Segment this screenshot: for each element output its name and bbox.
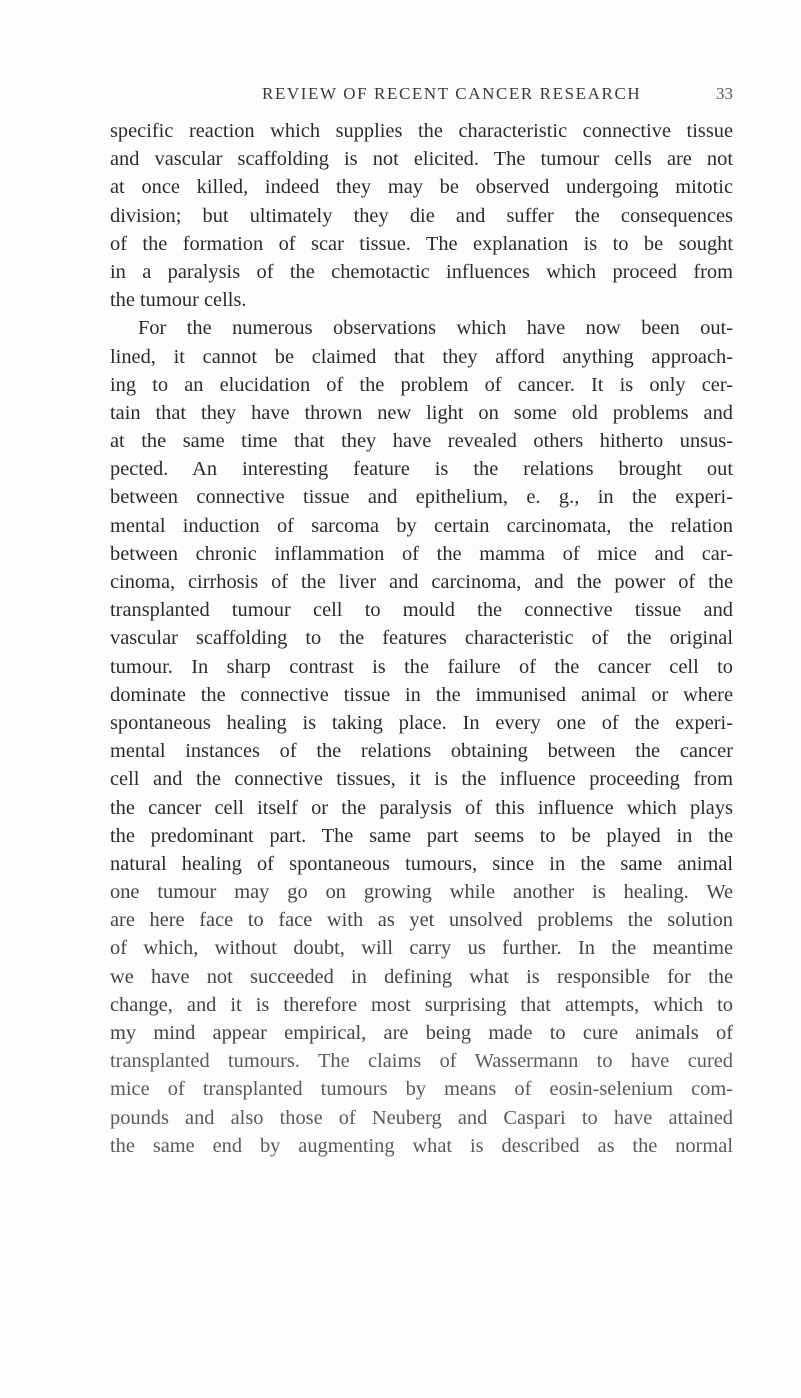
text-line: spontaneous healing is taking place. In every one of the experi-	[110, 711, 733, 734]
text-line: cinoma, cirrhosis of the liver and carcinoma, and the power of the	[110, 571, 733, 593]
text-line: the predominant part. The same part seems to be played in the	[110, 824, 733, 847]
text-line: cell and the connective tissues, it is the influence proceeding from	[110, 768, 733, 791]
text-line: transplanted tumour cell to mould the connective tissue and	[110, 599, 733, 622]
text-line: division; but ultimately they die and suffer the consequences	[110, 204, 733, 227]
text-line: mice of transplanted tumours by means of eosin-selenium com-	[110, 1078, 733, 1101]
text-line: mental induction of sarcoma by certain carcinomata, the relation	[110, 514, 733, 537]
text-line: the same end by augmenting what is described as the normal	[110, 1134, 733, 1157]
paragraph-1	[110, 117, 733, 314]
text-line: specific reaction which supplies the characteristic connective tissue	[110, 120, 733, 142]
text-line: pected. An interesting feature is the relations brought out	[110, 458, 733, 481]
page-number: 33	[716, 84, 733, 103]
body-text	[110, 117, 733, 1160]
text-line: one tumour may go on growing while another is healing. We	[110, 881, 733, 904]
text-line: pounds and also those of Neuberg and Caspari to have attained	[110, 1106, 733, 1129]
paragraph-2	[110, 314, 733, 1160]
text-line: at the same time that they have revealed others hitherto unsus-	[110, 430, 733, 453]
text-line: ing to an elucidation of the problem of cancer. It is only cer-	[110, 373, 733, 396]
text-line: the tumour cells.	[110, 289, 247, 312]
text-line: the cancer cell itself or the paralysis of this influence which plays	[110, 796, 733, 819]
text-line: tumour. In sharp contrast is the failure of the cancer cell to	[110, 655, 733, 678]
text-line: of the formation of scar tissue. The explanation is to be sought	[110, 232, 733, 255]
text-line: we have not succeeded in defining what is responsible for the	[110, 965, 733, 988]
text-line: change, and it is therefore most surprising that attempts, which to	[110, 993, 733, 1016]
text-line: natural healing of spontaneous tumours, since in the same animal	[110, 852, 733, 875]
text-line: lined, it cannot be claimed that they afford anything approach-	[110, 345, 733, 368]
text-line: For the numerous observations which have now been out-	[138, 317, 733, 340]
text-line: transplanted tumours. The claims of Wassermann to have cured	[110, 1050, 733, 1073]
text-line: mental instances of the relations obtaining between the cancer	[110, 740, 733, 763]
text-line: in a paralysis of the chemotactic influences which proceed from	[110, 260, 733, 283]
text-line: tain that they have thrown new light on some old problems and	[110, 401, 733, 424]
text-line: vascular scaffolding to the features characteristic of the original	[110, 627, 733, 650]
text-line: my mind appear empirical, are being made to cure animals of	[110, 1022, 733, 1044]
text-line: are here face to face with as yet unsolved problems the solution	[110, 909, 733, 932]
running-head: REVIEW OF RECENT CANCER RESEARCH	[262, 84, 642, 103]
text-line: of which, without doubt, will carry us further. In the meantime	[110, 937, 733, 960]
text-line: dominate the connective tissue in the immunised animal or where	[110, 683, 733, 706]
text-line: and vascular scaffolding is not elicited. The tumour cells are not	[110, 148, 733, 171]
text-line: between chronic inflammation of the mamma of mice and car-	[110, 542, 733, 565]
text-line: between connective tissue and epithelium, e. g., in the experi-	[110, 486, 733, 509]
text-line: at once killed, indeed they may be observed undergoing mitotic	[110, 176, 733, 199]
